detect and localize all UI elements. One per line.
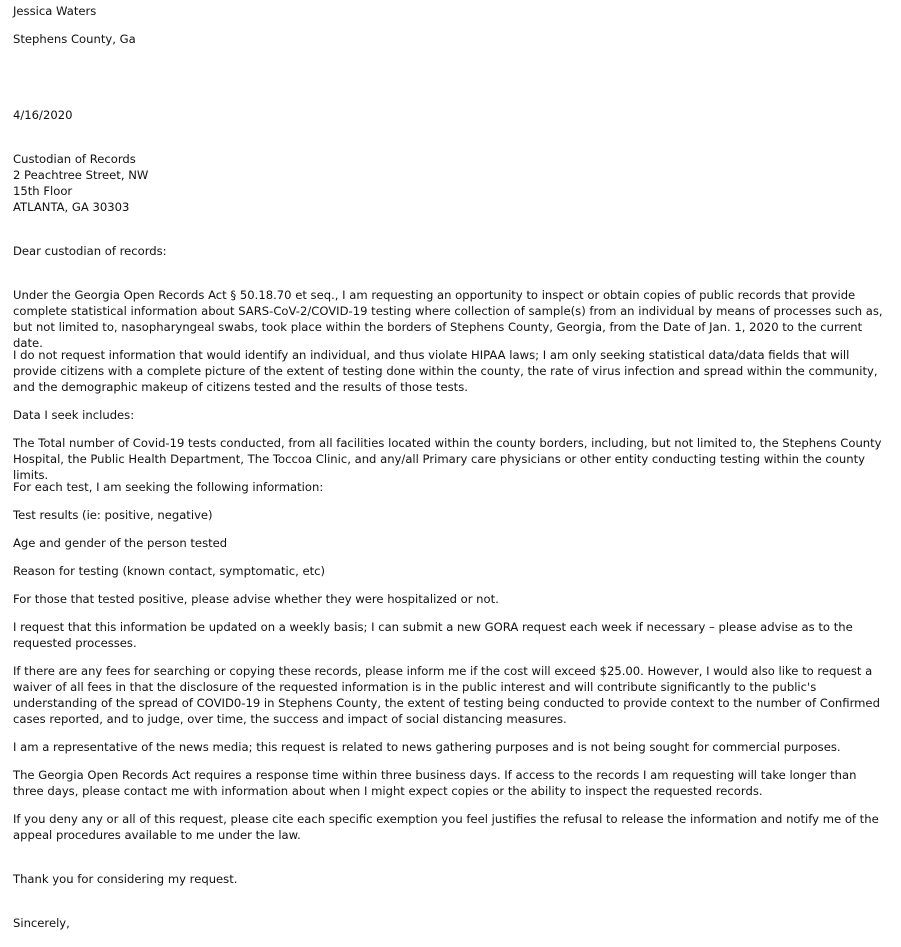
recipient-line-3: 15th Floor — [13, 184, 73, 198]
item-test-results: Test results (ie: positive, negative) — [13, 508, 213, 522]
recipient-line-1: Custodian of Records — [13, 152, 136, 166]
paragraph-hipaa: I do not request information that would identify an individual, and thus violate HIPAA laws; I am only seeking statistical data/data fields that will provide citizens with a complete picture of the extent of testing done within the county, the rate of virus infection and spread within the community, and the demographic makeup of citizens tested and the results of those tests. — [13, 348, 878, 394]
item-reason: Reason for testing (known contact, symptomatic, etc) — [13, 564, 326, 578]
recipient-address — [13, 151, 148, 215]
recipient-line-4: ATLANTA, GA 30303 — [13, 200, 130, 214]
paragraph-news-media: I am a representative of the news media; this request is related to news gathering purposes and is not being sought for commercial purposes. — [13, 740, 841, 754]
sender-location: Stephens County, Ga — [13, 32, 136, 46]
paragraph-each-test: For each test, I am seeking the following information: — [13, 480, 324, 494]
paragraph-denial: If you deny any or all of this request, please cite each specific exemption you feel justifies the refusal to release the information and notify me of the appeal procedures available to me under the law. — [13, 812, 879, 842]
paragraph-fees: If there are any fees for searching or copying these records, please inform me if the cost will exceed $25.00. However, I would also like to request a waiver of all fees in that the disclosure of the requested information is in the public interest and will contribute significantly to the public's understanding of the spread of COVID0-19 in Stephens County, the extent of testing being conducted to provide context to the number of Confirmed cases reported, and to judge, over time, the success and impact of social distancing measures. — [13, 664, 880, 726]
recipient-line-2: 2 Peachtree Street, NW — [13, 168, 149, 182]
letter-date: 4/16/2020 — [13, 108, 73, 122]
paragraph-response-time: The Georgia Open Records Act requires a response time within three business days. If access to the records I am requesting will take longer than three days, please contact me with information about when I might expect copies or the ability to inspect the requested records. — [13, 768, 857, 798]
closing-signoff: Sincerely, — [13, 916, 70, 930]
paragraph-total-tests: The Total number of Covid-19 tests conducted, from all facilities located within the county borders, including, but not limited to, the Stephens County Hospital, the Public Health Department, The Toccoa Clinic, and any/all Primary care physicians or other entity conducting testing within the county limits. — [13, 436, 882, 482]
closing-thanks: Thank you for considering my request. — [13, 872, 238, 886]
paragraph-weekly-update: I request that this information be updated on a weekly basis; I can submit a new GORA request each week if necessary – please advise as to the requested processes. — [13, 620, 853, 650]
item-age-gender: Age and gender of the person tested — [13, 536, 228, 550]
salutation: Dear custodian of records: — [13, 244, 167, 258]
item-hospitalized: For those that tested positive, please advise whether they were hospitalized or not. — [13, 592, 499, 606]
paragraph-data-intro: Data I seek includes: — [13, 408, 135, 422]
sender-name: Jessica Waters — [13, 4, 97, 18]
paragraph-request: Under the Georgia Open Records Act § 50.18.70 et seq., I am requesting an opportunity to inspect or obtain copies of public records that provide complete statistical information about SARS-CoV-2/COVID-19 testing where collection of sample(s) from an individual by means of processes such as, but not limited to, nasopharyngeal swabs, took place within the borders of Stephens County, Georgia, from the Date of Jan. 1, 2020 to the current date. — [13, 288, 883, 350]
